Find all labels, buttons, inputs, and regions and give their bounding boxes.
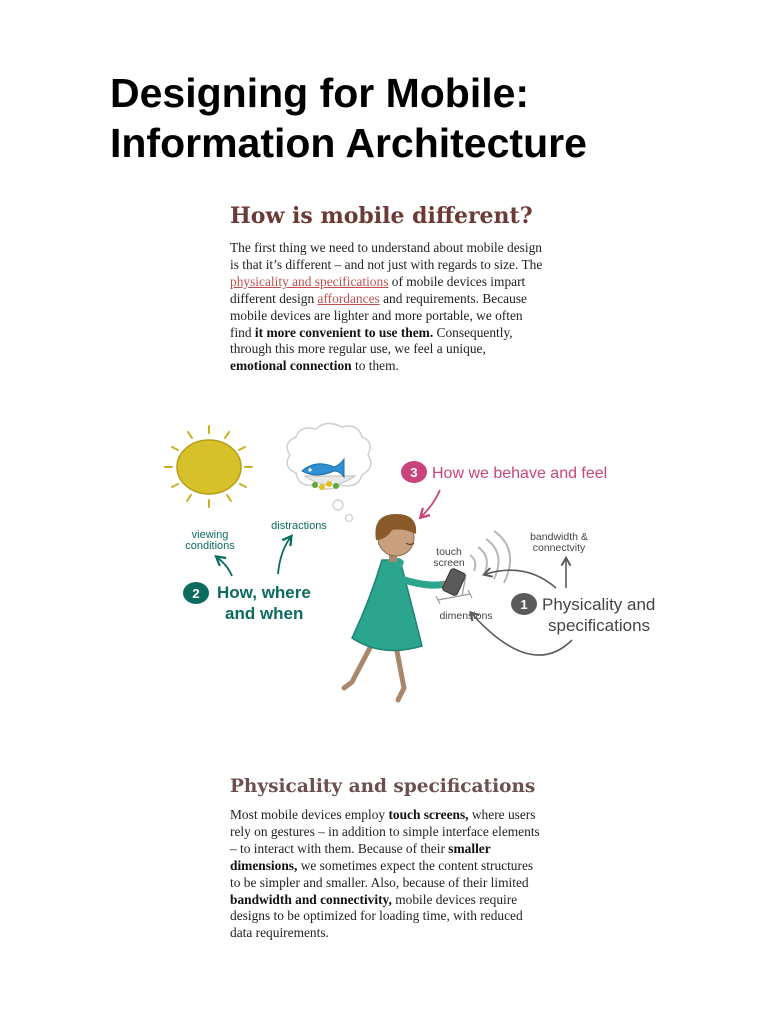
label-physicality-specifications (511, 593, 655, 635)
text-run: – to interact with them. Because of their (230, 840, 449, 856)
text-run: find (230, 324, 255, 340)
bold-text: emotional connection (230, 358, 352, 374)
text-run: we sometimes expect the content structures (297, 857, 534, 873)
text-run: and requirements. Because (379, 290, 527, 306)
arrow-2a (218, 558, 232, 576)
arrow-2b (278, 538, 290, 574)
text-line: data requirements. (230, 925, 329, 941)
viewing-label-line-1: viewing (191, 529, 229, 541)
dimensions-label: dimensions (439, 610, 493, 622)
intro-paragraph (230, 240, 542, 375)
label-1-line-1: Physicality and (542, 595, 656, 614)
bold-text: touch screens, (388, 807, 469, 822)
physicality-specifications-link[interactable]: physicality and specifications (230, 273, 389, 289)
touch-label-line-2: screen (433, 557, 465, 569)
affordances-link[interactable]: affordances (317, 290, 380, 306)
viewing-label-line-2: conditions (185, 540, 235, 552)
badge-number-2: 2 (192, 586, 200, 601)
text-line: to be simpler and smaller. Also, because of their limited (230, 874, 529, 890)
text-line (230, 291, 542, 308)
text-line (230, 325, 542, 342)
label-2-line-1: How, where (217, 583, 311, 602)
text-line (230, 892, 540, 909)
page-title-line-1: Designing for Mobile: (110, 70, 530, 116)
text-run: of mobile devices impart (388, 273, 526, 289)
text-run: where users (468, 807, 536, 822)
text-line: is that it’s different – and not just with regards to size. The (230, 256, 543, 272)
text-line (230, 858, 540, 875)
touch-label-line-1: touch (436, 546, 462, 558)
text-line (230, 274, 542, 291)
text-line: rely on gestures – in addition to simple interface elements (230, 823, 540, 839)
label-how-we-behave (401, 461, 607, 483)
bold-text: smaller (448, 840, 491, 856)
text-run: Most mobile devices employ (230, 807, 389, 822)
label-how-where-when (183, 582, 311, 623)
section-heading-physicality: Physicality and specifications (230, 776, 536, 797)
text-line: through this more regular use, we feel a unique, (230, 341, 486, 357)
text-run: different design (230, 290, 318, 306)
sun-icon (165, 426, 252, 507)
text-run: mobile devices require (391, 891, 518, 907)
text-line (230, 358, 542, 375)
arrow-3 (422, 490, 440, 516)
bold-text: dimensions, (230, 857, 298, 873)
thought-bubble-icon (287, 423, 371, 521)
bold-text: bandwidth and connectivity, (230, 891, 392, 907)
text-line: designs to be optimized for loading time, with reduced (230, 908, 523, 924)
page-title (110, 68, 587, 168)
physicality-paragraph (230, 807, 540, 942)
bandwidth-label-line-2: connectvity (532, 542, 586, 554)
badge-number-1: 1 (520, 597, 528, 612)
woman-with-phone-figure (344, 514, 466, 700)
text-line: The first thing we need to understand about mobile design (230, 240, 543, 255)
bandwidth-label-line-1: bandwidth & (530, 531, 588, 543)
label-2-line-2: and when (225, 604, 304, 623)
text-line: mobile devices are lighter and more portable, we often (230, 307, 523, 323)
label-1-line-2: specifications (548, 616, 651, 635)
page-title-line-2: Information Architecture (110, 120, 587, 166)
wireless-signal-icon (470, 531, 510, 583)
label-3-text: How we behave and feel (432, 465, 608, 482)
distractions-label: distractions (271, 520, 327, 532)
text-run: Consequently, (433, 324, 513, 340)
text-line (230, 807, 540, 824)
badge-number-3: 3 (410, 465, 418, 480)
text-run: to them. (351, 358, 399, 374)
mobile-context-illustration (150, 420, 680, 720)
section-heading-mobile-different: How is mobile different? (230, 203, 533, 229)
bold-text: it more convenient to use them. (254, 324, 434, 340)
text-line (230, 841, 540, 858)
